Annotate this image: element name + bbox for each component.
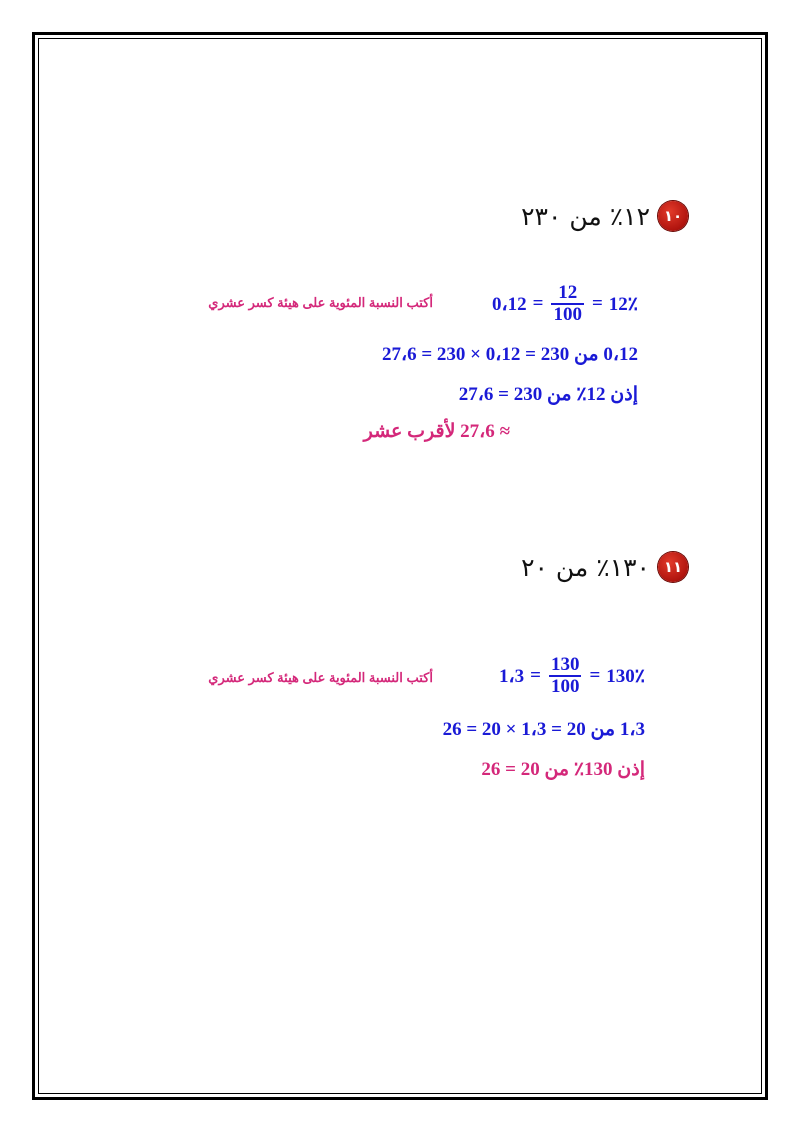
problem-10-step-2: 0،12 من 230 = 0،12 × 230 = 27،6	[381, 344, 638, 365]
problem-11-percent: 130٪	[606, 665, 645, 687]
problem-11-equation	[499, 655, 645, 697]
equals-sign: =	[591, 293, 603, 314]
fraction-denominator: 100	[553, 304, 582, 325]
equals-sign: =	[589, 665, 601, 686]
problem-11-decimal: 1،3	[498, 665, 525, 687]
fraction-numerator: 130	[550, 654, 580, 675]
problem-11-number-badge: ١١	[658, 552, 688, 582]
problem-10-heading	[521, 201, 688, 231]
problem-11-note: أكتب النسبة المئوية على هيئة كسر عشري	[208, 670, 433, 685]
problem-11-heading	[521, 552, 688, 582]
problem-10-percent: 12٪	[608, 293, 638, 315]
problem-10-step-3: إذن 12٪ من 230 = 27،6	[458, 384, 638, 405]
problem-11-step-2: 1،3 من 20 = 1،3 × 20 = 26	[442, 719, 645, 740]
fraction-denominator: 100	[550, 676, 580, 697]
problem-10-equation	[492, 283, 638, 325]
fraction-numerator: 12	[558, 282, 578, 303]
problem-11-title: ١٣٠٪ من ٢٠	[521, 552, 650, 582]
problem-10-decimal: 0،12	[491, 293, 527, 315]
problem-10-title: ١٢٪ من ٢٣٠	[521, 201, 650, 231]
problem-10-fraction	[551, 283, 584, 325]
problem-11-fraction	[549, 655, 582, 697]
problem-10-number-badge: ١٠	[658, 201, 688, 231]
equals-sign: =	[530, 665, 541, 686]
problem-10-rounded: ≈ 27،6 لأقرب عشر	[363, 421, 510, 442]
problem-11-step-3: إذن 130٪ من 20 = 26	[481, 759, 645, 780]
problem-10-note: أكتب النسبة المئوية على هيئة كسر عشري	[208, 295, 433, 310]
equals-sign: =	[532, 293, 544, 314]
